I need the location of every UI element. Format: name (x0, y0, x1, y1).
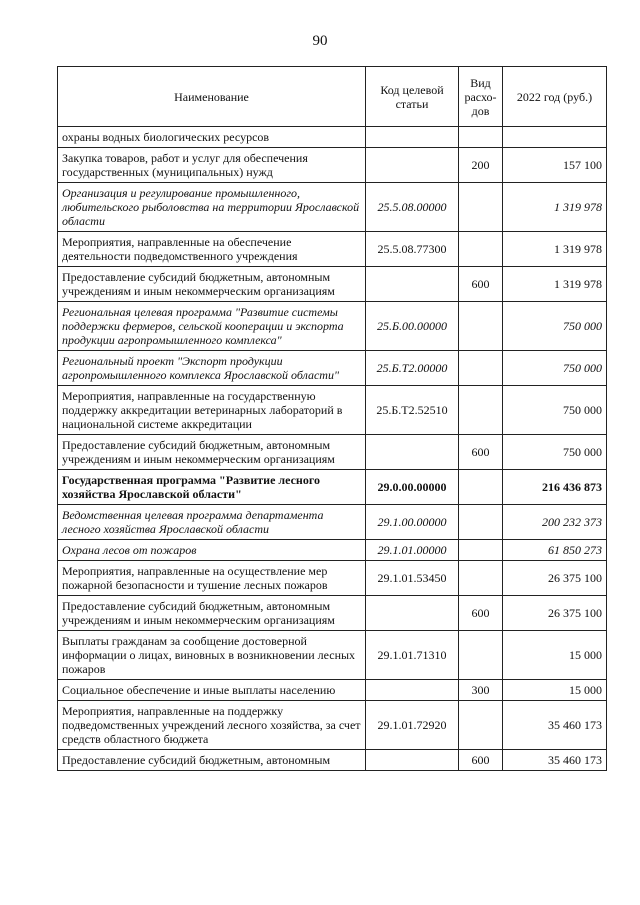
cell-type (459, 232, 503, 267)
cell-name: Предоставление субсидий бюджетным, автономным учреждениям и иным некоммерческим организациям (58, 596, 366, 631)
cell-code: 29.1.01.53450 (366, 561, 459, 596)
cell-type (459, 631, 503, 680)
cell-name: Предоставление субсидий бюджетным, автономным учреждениям и иным некоммерческим организациям (58, 267, 366, 302)
cell-code: 29.0.00.00000 (366, 470, 459, 505)
header-code: Код целевой статьи (366, 67, 459, 127)
cell-name: Ведомственная целевая программа департамента лесного хозяйства Ярославской области (58, 505, 366, 540)
header-sum: 2022 год (руб.) (503, 67, 607, 127)
cell-type: 300 (459, 680, 503, 701)
budget-table (57, 66, 607, 771)
cell-type: 600 (459, 596, 503, 631)
table-row (58, 302, 607, 351)
cell-name: Региональная целевая программа "Развитие системы поддержки фермеров, сельской кооперации и экспорта продукции агропромышленного комплекса" (58, 302, 366, 351)
cell-type (459, 505, 503, 540)
table-row (58, 701, 607, 750)
cell-code (366, 148, 459, 183)
cell-name: Мероприятия, направленные на поддержку подведомственных учреждений лесного хозяйства, за счет средств областного бюджета (58, 701, 366, 750)
cell-type (459, 127, 503, 148)
cell-type: 600 (459, 267, 503, 302)
cell-type (459, 386, 503, 435)
cell-code: 25.Б.Т2.52510 (366, 386, 459, 435)
table-row (58, 540, 607, 561)
cell-sum: 35 460 173 (503, 701, 607, 750)
cell-sum: 216 436 873 (503, 470, 607, 505)
cell-code (366, 596, 459, 631)
cell-type (459, 701, 503, 750)
cell-sum: 15 000 (503, 631, 607, 680)
cell-code (366, 680, 459, 701)
cell-sum: 61 850 273 (503, 540, 607, 561)
cell-name: Мероприятия, направленные на осуществление мер пожарной безопасности и тушение лесных пожаров (58, 561, 366, 596)
header-type: Вид расхо- дов (459, 67, 503, 127)
table-row (58, 183, 607, 232)
cell-sum: 750 000 (503, 302, 607, 351)
cell-sum: 750 000 (503, 435, 607, 470)
table-row (58, 267, 607, 302)
page-number: 90 (312, 33, 328, 49)
table-row (58, 596, 607, 631)
cell-sum: 157 100 (503, 148, 607, 183)
cell-code (366, 267, 459, 302)
cell-sum: 15 000 (503, 680, 607, 701)
cell-sum: 26 375 100 (503, 561, 607, 596)
cell-sum: 1 319 978 (503, 183, 607, 232)
cell-code: 25.5.08.00000 (366, 183, 459, 232)
table-row (58, 470, 607, 505)
cell-sum: 1 319 978 (503, 232, 607, 267)
cell-type (459, 561, 503, 596)
cell-sum: 750 000 (503, 351, 607, 386)
table-row (58, 680, 607, 701)
cell-code (366, 750, 459, 771)
header-name: Наименование (58, 67, 366, 127)
table-row (58, 631, 607, 680)
cell-name: Предоставление субсидий бюджетным, автономным учреждениям и иным некоммерческим организациям (58, 435, 366, 470)
cell-type (459, 540, 503, 561)
table-header-row (58, 67, 607, 127)
cell-type: 200 (459, 148, 503, 183)
table-row (58, 561, 607, 596)
cell-code (366, 127, 459, 148)
cell-type (459, 302, 503, 351)
cell-code: 25.Б.Т2.00000 (366, 351, 459, 386)
table-row (58, 127, 607, 148)
cell-name: Региональный проект "Экспорт продукции агропромышленного комплекса Ярославской области" (58, 351, 366, 386)
cell-name: охраны водных биологических ресурсов (58, 127, 366, 148)
cell-name: Предоставление субсидий бюджетным, автономным (58, 750, 366, 771)
cell-code: 25.5.08.77300 (366, 232, 459, 267)
cell-sum: 26 375 100 (503, 596, 607, 631)
table-row (58, 148, 607, 183)
cell-type (459, 183, 503, 232)
cell-code: 25.Б.00.00000 (366, 302, 459, 351)
cell-name: Организация и регулирование промышленного, любительского рыболовства на территории Ярославской области (58, 183, 366, 232)
table-row (58, 505, 607, 540)
cell-type (459, 470, 503, 505)
table-row (58, 386, 607, 435)
cell-code: 29.1.01.71310 (366, 631, 459, 680)
cell-name: Охрана лесов от пожаров (58, 540, 366, 561)
table-row (58, 351, 607, 386)
cell-type: 600 (459, 750, 503, 771)
cell-sum (503, 127, 607, 148)
cell-name: Закупка товаров, работ и услуг для обеспечения государственных (муниципальных) нужд (58, 148, 366, 183)
cell-name: Мероприятия, направленные на государственную поддержку аккредитации ветеринарных лабораторий в национальной системе аккредитации (58, 386, 366, 435)
cell-type (459, 351, 503, 386)
cell-code (366, 435, 459, 470)
cell-sum: 35 460 173 (503, 750, 607, 771)
cell-code: 29.1.00.00000 (366, 505, 459, 540)
cell-code: 29.1.01.00000 (366, 540, 459, 561)
cell-sum: 750 000 (503, 386, 607, 435)
cell-sum: 200 232 373 (503, 505, 607, 540)
cell-name: Выплаты гражданам за сообщение достоверной информации о лицах, виновных в возникновении лесных пожаров (58, 631, 366, 680)
cell-code: 29.1.01.72920 (366, 701, 459, 750)
cell-name: Социальное обеспечение и иные выплаты населению (58, 680, 366, 701)
cell-type: 600 (459, 435, 503, 470)
cell-sum: 1 319 978 (503, 267, 607, 302)
cell-name: Мероприятия, направленные на обеспечение деятельности подведомственного учреждения (58, 232, 366, 267)
table-row (58, 750, 607, 771)
table-row (58, 232, 607, 267)
cell-name: Государственная программа "Развитие лесного хозяйства Ярославской области" (58, 470, 366, 505)
table-row (58, 435, 607, 470)
